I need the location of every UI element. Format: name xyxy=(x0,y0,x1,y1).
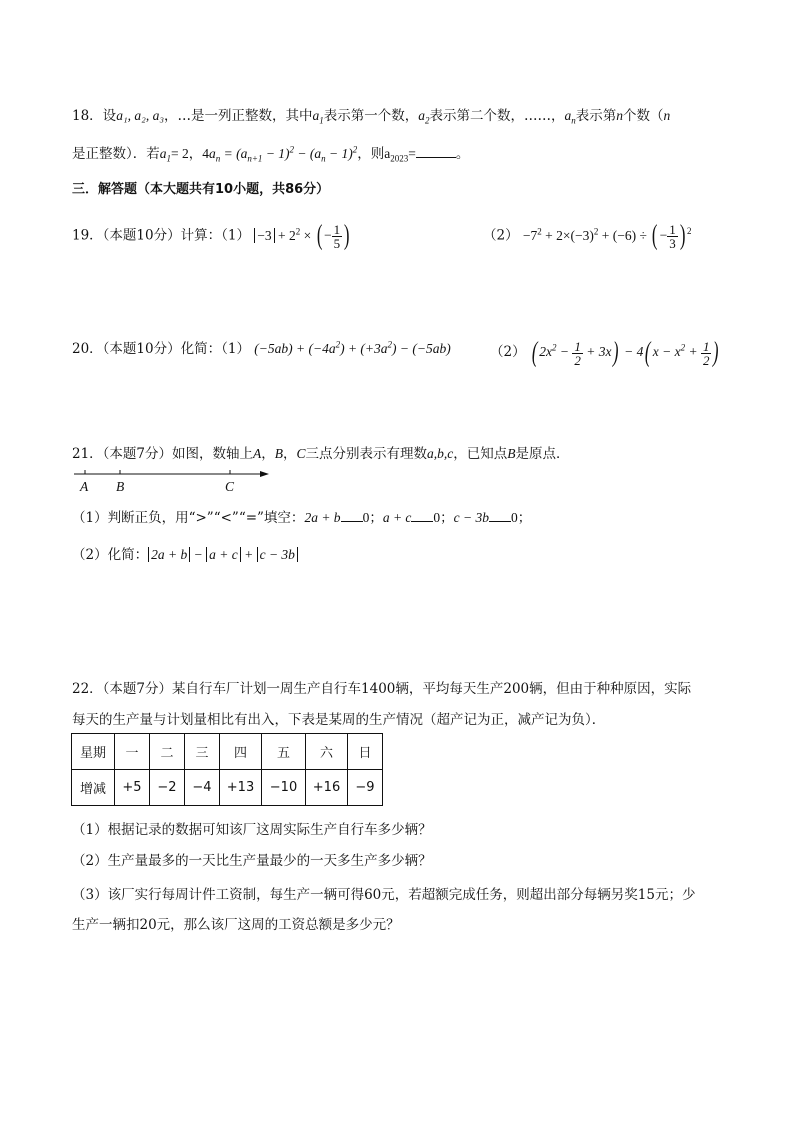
q18-answer-blank[interactable] xyxy=(416,145,456,158)
number-line xyxy=(72,466,272,496)
table-cell: 六 xyxy=(306,734,348,770)
table-cell: +16 xyxy=(306,770,348,806)
q20-expr1: $(-5ab) + (-4a^2) + (+3a^2) - (-5ab)$ xyxy=(254,339,451,356)
q20-part1: 20．（本题10分）化简：（1） $(-5ab) + (-4a^2) + (+3a^2) - (-5ab)$ xyxy=(72,339,451,357)
table-cell: 增减 xyxy=(72,770,115,806)
production-table xyxy=(71,733,383,806)
q22-sub2: （2）生产量最多的一天比生产量最少的一天多生产多少辆？ xyxy=(72,853,432,869)
table-cell: −10 xyxy=(262,770,306,806)
q22-line1: 22．（本题7分）某自行车厂计划一周生产自行车1400辆，平均每天生产200辆，但由于种种原因，实际 xyxy=(72,681,692,697)
table-cell: 二 xyxy=(150,734,185,770)
q18-sequence: a₁, a₂, a₃ xyxy=(116,108,165,123)
q22-sub3-line1: （3）该厂实行每周计件工资制，每生产一辆可得60元，若超额完成任务，则超出部分每辆另奖15元；少 xyxy=(72,887,696,903)
q21-head: 21．（本题7分）如图，数轴上A，B，C三点分别表示有理数a,b,c，已知点B是原点． xyxy=(72,446,570,462)
point-label-c: C xyxy=(225,479,235,494)
table-cell: −4 xyxy=(185,770,220,806)
q22-sub1: （1）根据记录的数据可知该厂这周实际生产自行车多少辆？ xyxy=(72,822,432,838)
table-row xyxy=(72,734,383,770)
point-label-b: B xyxy=(116,479,125,494)
q18-line1: 18．设a₁, a₂, a₃，…是一列正整数，其中$a_1$表示第一个数，$a_2$表示第二个数，……，$a_n$表示第n个数（n xyxy=(72,108,671,126)
q18-recurrence: $a_n = (a_{n+1} - 1)^2 - (a_n - 1)^2$ xyxy=(209,144,358,164)
q19-part2: $(2) -7^2 + 2\times(-3)^2 + (-6)$ ÷ ( − $\frac{1}{3}$ ) $^2$ xyxy=(483,220,692,251)
q20-expr2: ( $2x^2$ − $\frac{1}{2}$ + 3x) − 4( $x - x^2$ + $\frac{1}{2}$ ) xyxy=(531,337,719,368)
q22-line2: 每天的生产量与计划量相比有出入，下表是某周的生产情况（超产记为正，减产记为负）． xyxy=(72,712,606,728)
q21-sub1: （1）判断正负，用“>”“<”“=”填空：2a + b 0；a + c 0；c − 3b 0； xyxy=(72,510,532,526)
q20-part2: （2） ( $2x^2$ − $\frac{1}{2}$ + 3x) − 4( $x - x^2$ + $\frac{1}{2}$ ) xyxy=(490,337,719,368)
q21-blank-2[interactable] xyxy=(411,509,433,522)
q22-sub3-line2: 生产一辆扣20元，那么该厂这周的工资总额是多少元？ xyxy=(72,917,400,933)
table-cell: 四 xyxy=(220,734,262,770)
table-cell: 一 xyxy=(115,734,150,770)
table-row xyxy=(72,770,383,806)
section-3-heading: 三．解答题（本大题共有10小题，共86分） xyxy=(72,182,330,197)
q19-expr2: $-7^2 + 2\times(-3)^2 + (-6)$ ÷ xyxy=(522,226,651,243)
arrow-right-icon xyxy=(260,471,269,477)
table-cell: −2 xyxy=(150,770,185,806)
table-cell: +5 xyxy=(115,770,150,806)
q18-line2: 是正整数）．若$a_1= 2$，$4a_n = (a_{n+1} - 1)^2 - (a_n - 1)^2$，则$a_{2023}=$ 。 xyxy=(72,144,470,164)
table-cell: 日 xyxy=(348,734,383,770)
q19-part1: 19．（本题10分）计算：$(1) -3 + 2^2$ × ( − $\frac{1}{5}$ ) xyxy=(72,220,350,251)
table-cell: +13 xyxy=(220,770,262,806)
table-cell: −9 xyxy=(348,770,383,806)
q21-blank-1[interactable] xyxy=(341,509,363,522)
q19-expr1: $-3 + 2^2$ × xyxy=(254,228,314,243)
table-cell: 五 xyxy=(262,734,306,770)
point-label-a: A xyxy=(80,479,89,494)
table-cell: 三 xyxy=(185,734,220,770)
q21-sub2: （2）化简： 2a + b − a + c + c − 3b xyxy=(72,543,298,563)
q21-blank-3[interactable] xyxy=(489,509,511,522)
table-cell: 星期 xyxy=(72,734,115,770)
